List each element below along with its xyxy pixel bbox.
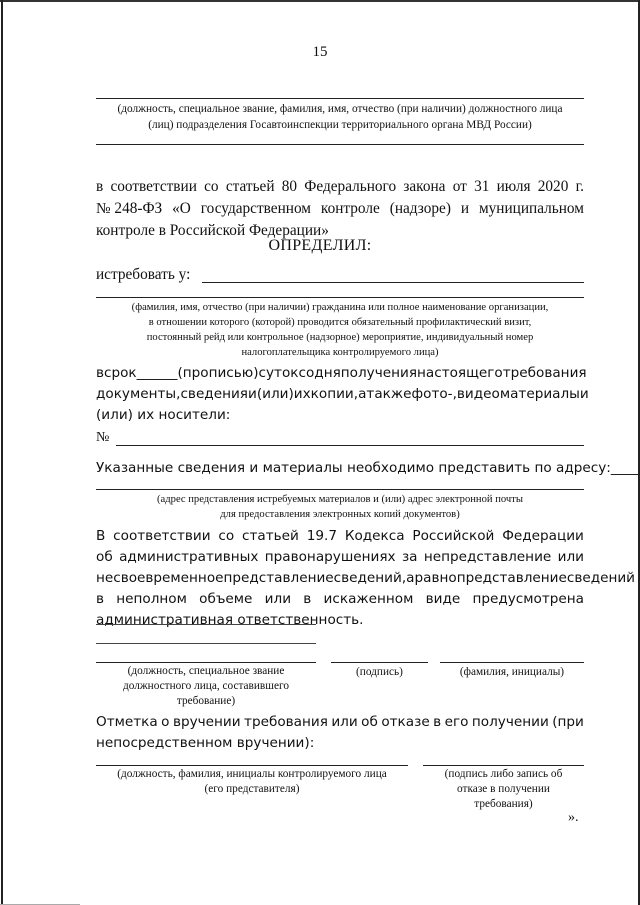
- caption-line: требования): [474, 798, 533, 810]
- page-border-top: [0, 0, 640, 2]
- word: сведения: [180, 386, 248, 402]
- official-position-field[interactable]: [96, 662, 316, 663]
- word: предусмотрена: [472, 591, 584, 607]
- word: от: [452, 178, 467, 195]
- word: объеме: [199, 591, 253, 607]
- word: административных: [119, 549, 259, 565]
- word: В: [96, 528, 106, 544]
- word: и: [247, 386, 257, 402]
- word: суток: [258, 365, 299, 381]
- text-line: [96, 526, 584, 547]
- word: в: [96, 591, 105, 607]
- word: вручении: [172, 714, 241, 730]
- section-heading: ОПРЕДЕЛИЛ:: [268, 237, 372, 254]
- word: (при: [552, 714, 584, 730]
- caption-line: требование): [176, 695, 236, 707]
- official-name-field[interactable]: [96, 98, 584, 99]
- word: неполном: [116, 591, 187, 607]
- text-line: административная ответственность.: [96, 612, 364, 628]
- word: дня: [314, 365, 341, 381]
- word: (прописью): [177, 365, 259, 381]
- word: соответствии: [113, 528, 211, 544]
- recipient-caption: [96, 767, 408, 797]
- official-name-field-2[interactable]: [96, 144, 584, 145]
- word: или: [557, 549, 584, 565]
- word: их: [293, 386, 311, 402]
- word: контроле: [320, 200, 380, 217]
- word: видеоматериалы: [456, 386, 580, 402]
- word: в: [96, 365, 105, 381]
- text-line: непосредственном вручении):: [96, 735, 315, 751]
- word: или: [331, 714, 358, 730]
- recipient-field[interactable]: [96, 765, 408, 766]
- address-caption: [96, 492, 584, 522]
- word: настоящего: [417, 365, 503, 381]
- caption-line: в отношении которого (которой) проводится обязательный профилактический визит,: [148, 317, 532, 328]
- word: требования: [502, 365, 587, 381]
- word: и: [579, 386, 589, 402]
- word: ______: [136, 365, 178, 381]
- blank-line-2[interactable]: [96, 643, 316, 644]
- signature-caption: (подпись): [356, 666, 403, 678]
- caption-line: (должность, фамилия, инициалы контролируемого лица: [117, 768, 387, 780]
- word: срок: [104, 365, 137, 381]
- word: «О: [172, 200, 191, 217]
- word: (надзоре): [389, 200, 451, 217]
- page-number: 15: [312, 44, 328, 60]
- official-position-caption: [96, 664, 316, 709]
- caption-line: для предоставления электронных копий документов): [220, 509, 460, 520]
- caption-line: налогоплательщика контролируемого лица): [241, 347, 439, 358]
- word: статьей: [225, 178, 275, 195]
- word: 31: [474, 178, 490, 195]
- caption-line: (должность, специальное звание: [127, 665, 285, 677]
- liability-paragraph: [96, 526, 636, 631]
- word: представление: [456, 570, 567, 586]
- caption-line: должностного лица, составившего: [122, 680, 289, 692]
- word: также: [366, 386, 412, 402]
- word: равно: [414, 570, 457, 586]
- caption-line: отказе в получении: [457, 783, 550, 795]
- word: требования: [244, 714, 328, 730]
- word: 19.7: [306, 528, 337, 544]
- blank-line-1[interactable]: [96, 624, 316, 625]
- word: представление: [223, 570, 334, 586]
- text-line: [96, 589, 584, 610]
- word: его: [444, 714, 469, 730]
- signature-field[interactable]: [331, 662, 428, 663]
- text-line: [96, 363, 587, 384]
- official-name-initials-field[interactable]: [440, 662, 584, 663]
- term-paragraph: [96, 363, 589, 426]
- document-number-field[interactable]: [116, 445, 584, 446]
- number-label: №: [96, 430, 110, 445]
- word: муниципальном: [478, 200, 584, 217]
- address-row: [96, 458, 639, 479]
- demand-from-label: истребовать у:: [96, 266, 191, 283]
- word: Кодекса: [344, 528, 405, 544]
- word: об: [361, 714, 378, 730]
- caption-line: постоянный рейд или контрольное (надзорное) мероприятие, индивидуальный номер: [146, 332, 534, 343]
- caption-line: (адрес представления истребуемых материалов и (или) адрес электронной почты: [157, 494, 523, 505]
- address-field[interactable]: [96, 489, 584, 490]
- name-initials-caption: (фамилия, инициалы): [459, 666, 565, 678]
- word: Российской: [412, 528, 495, 544]
- word: за: [401, 549, 418, 565]
- word: непредставление: [423, 549, 552, 565]
- word: статьей: [242, 528, 299, 544]
- word: фото-,: [411, 386, 457, 402]
- text-line: [96, 568, 636, 589]
- word: копии,: [310, 386, 359, 402]
- word: соответствии: [110, 178, 197, 195]
- text-line: [96, 712, 584, 733]
- closing-mark: ».: [568, 810, 579, 825]
- word: виде: [425, 591, 461, 607]
- word: 2020: [537, 178, 569, 195]
- demand-from-field-2[interactable]: [96, 297, 584, 298]
- word: со: [204, 178, 219, 195]
- word: 80: [281, 178, 298, 195]
- address-text: Указанные сведения и материалы необходимо представить по адресу:: [96, 460, 611, 476]
- word: со: [218, 528, 235, 544]
- text-line: [96, 547, 584, 568]
- word: государственном: [200, 200, 311, 217]
- word: искаженном: [323, 591, 414, 607]
- word: Федерального: [304, 178, 397, 195]
- word: Отметка: [96, 714, 158, 730]
- word: со: [298, 365, 315, 381]
- word: закона: [403, 178, 446, 195]
- caption-line: (его представителя): [204, 783, 300, 795]
- recipient-signature-field[interactable]: [423, 765, 584, 766]
- word: правонарушениях: [264, 549, 396, 565]
- address-blank[interactable]: ____: [610, 460, 639, 476]
- word: в: [303, 591, 312, 607]
- page-border-left: [1, 0, 3, 905]
- text-line: [96, 384, 589, 405]
- word: получения: [340, 365, 417, 381]
- word: в: [96, 178, 104, 195]
- word: в: [433, 714, 442, 730]
- text-line: [96, 176, 584, 198]
- word: о: [161, 714, 170, 730]
- caption-line: (должность, специальное звание, фамилия, имя, отчество (при наличии) должностного лица: [117, 103, 563, 115]
- word: а: [358, 386, 367, 402]
- word: июля: [496, 178, 531, 195]
- word: несвоевременное: [96, 570, 224, 586]
- subject-caption: [96, 300, 584, 360]
- word: сведений: [566, 570, 636, 586]
- word: документы,: [96, 386, 181, 402]
- caption-line: (подпись либо запись об: [444, 768, 563, 780]
- delivery-paragraph: [96, 712, 584, 754]
- word: и: [460, 200, 470, 217]
- caption-line: (фамилия, имя, отчество (при наличии) гражданина или полное наименование организации,: [131, 302, 549, 313]
- official-name-caption: [96, 101, 584, 133]
- legal-basis-paragraph: [96, 176, 584, 242]
- text-line: контроле в Российской Федерации»: [96, 222, 329, 239]
- word: г.: [575, 178, 584, 195]
- word: об: [96, 549, 113, 565]
- word: получении: [471, 714, 549, 730]
- text-line: (или) их носители:: [96, 407, 231, 423]
- word: сведений,: [333, 570, 407, 586]
- word: Федерации: [502, 528, 584, 544]
- word: (или): [256, 386, 294, 402]
- word: отказе: [381, 714, 430, 730]
- word: № 248-ФЗ: [96, 200, 163, 217]
- recipient-signature-caption: [423, 767, 584, 812]
- caption-line: (лиц) подразделения Госавтоинспекции территориального органа МВД России): [148, 119, 532, 131]
- word: а: [406, 570, 415, 586]
- text-line: [96, 198, 584, 220]
- word: или: [264, 591, 292, 607]
- demand-from-field[interactable]: [202, 282, 584, 283]
